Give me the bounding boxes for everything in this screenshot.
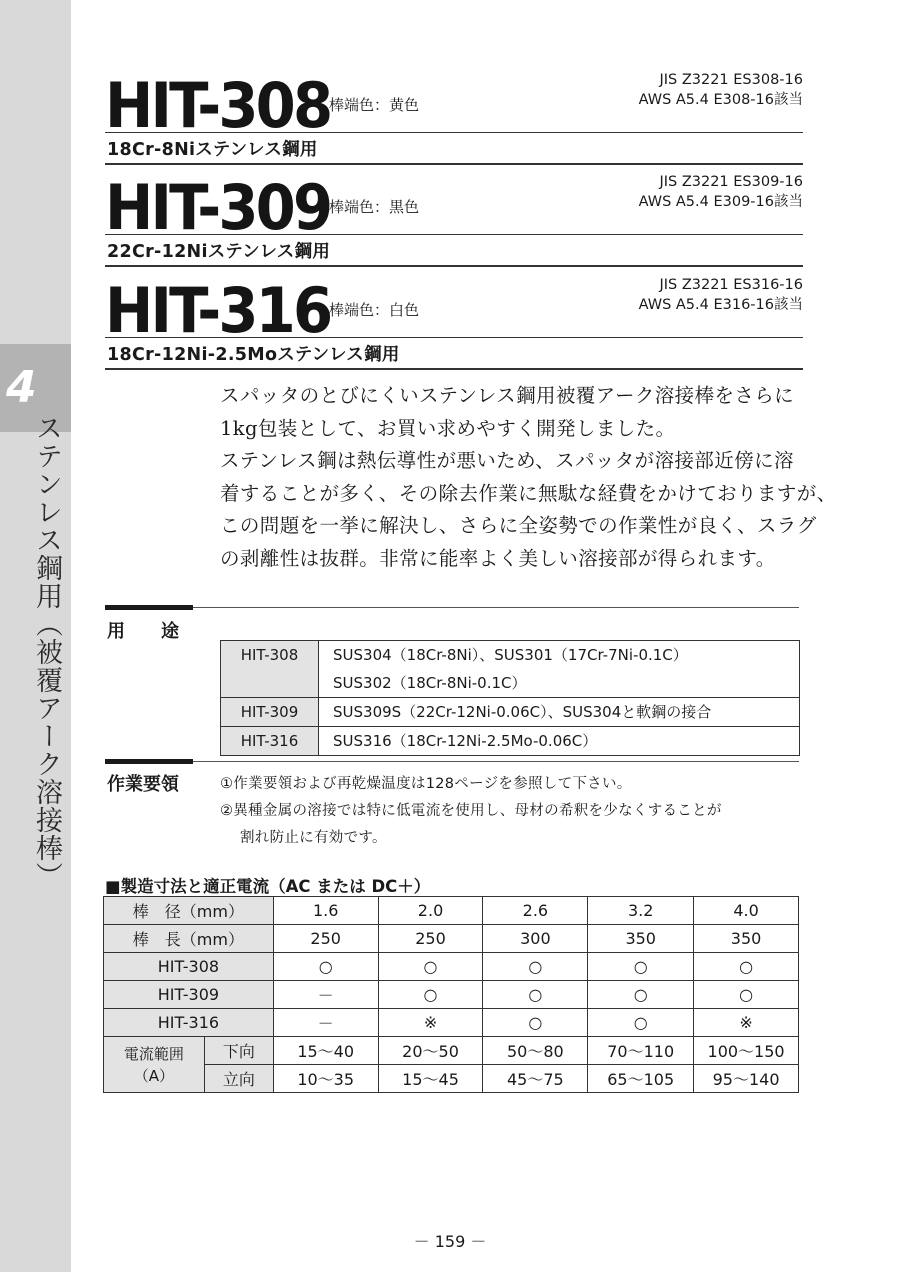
- tip-color: 棒端色：黄色: [329, 96, 420, 114]
- table-row: [104, 1009, 799, 1037]
- method-line: ②異種金属の溶接では特に低電流を使用し、母材の希釈を少なくすることが: [220, 803, 722, 819]
- availability-cell: ○: [483, 1009, 588, 1037]
- product-subtitle: 22Cr-12Niステンレス鋼用: [107, 242, 331, 262]
- product-name: HIT-309: [105, 171, 331, 244]
- availability-cell: ○: [483, 953, 588, 981]
- diameter-label: 棒 径（mm）: [104, 897, 274, 925]
- current-cell: 70～110: [588, 1037, 694, 1065]
- diameter-cell: 1.6: [273, 897, 378, 925]
- standard-jis: JIS Z3221 ES308-16: [659, 72, 803, 88]
- divider: [105, 234, 803, 235]
- usage-value: SUS316（18Cr-12Ni-2.5Mo-0.06C）: [319, 727, 800, 756]
- table-row: [104, 981, 799, 1009]
- length-cell: 350: [588, 925, 694, 953]
- diameter-cell: 3.2: [588, 897, 694, 925]
- page-number: － 159 －: [413, 1232, 487, 1251]
- flat-label: 下向: [204, 1037, 273, 1065]
- availability-cell: ○: [588, 1009, 694, 1037]
- length-label: 棒 長（mm）: [104, 925, 274, 953]
- length-cell: 350: [694, 925, 799, 953]
- vertical-label: 立向: [204, 1065, 273, 1093]
- current-cell: 15～45: [378, 1065, 483, 1093]
- product-label: HIT-309: [104, 981, 274, 1009]
- standard-aws: AWS A5.4 E308-16該当: [638, 92, 803, 108]
- current-cell: 15～40: [273, 1037, 378, 1065]
- table-row: [221, 698, 800, 727]
- availability-cell: ○: [483, 981, 588, 1009]
- product-name: HIT-316: [105, 274, 331, 347]
- standards: [639, 275, 803, 315]
- current-cell: 95～140: [694, 1065, 799, 1093]
- standard-aws: AWS A5.4 E316-16該当: [638, 297, 803, 313]
- diameter-cell: 2.0: [378, 897, 483, 925]
- table-row: [104, 1065, 799, 1093]
- table-row: [104, 953, 799, 981]
- table-row: [221, 641, 800, 698]
- divider: [105, 163, 803, 165]
- table-row: [104, 1037, 799, 1065]
- availability-cell: －: [273, 1009, 378, 1037]
- current-label-line: （A）: [133, 1066, 175, 1085]
- current-label-line: 電流範囲: [123, 1044, 184, 1063]
- tip-color: 棒端色：白色: [329, 301, 420, 319]
- usage-product: HIT-309: [221, 698, 319, 727]
- divider: [105, 368, 803, 370]
- availability-cell: ○: [588, 981, 694, 1009]
- product-subtitle: 18Cr-8Niステンレス鋼用: [107, 140, 318, 160]
- method-heading: 作業要領: [107, 774, 179, 795]
- size-table-caption: ■製造寸法と適正電流（AC または DC＋）: [105, 877, 431, 896]
- usage-heading: 用 途: [107, 621, 179, 642]
- availability-cell: ※: [694, 1009, 799, 1037]
- current-cell: 45～75: [483, 1065, 588, 1093]
- chapter-number: 4: [0, 344, 71, 432]
- current-cell: 65～105: [588, 1065, 694, 1093]
- current-label: [104, 1037, 205, 1093]
- current-cell: 100～150: [694, 1037, 799, 1065]
- description-line: ステンレス鋼は熱伝導性が悪いため、スパッタが溶接部近傍に溶: [220, 449, 794, 473]
- method-line: 割れ防止に有効です。: [240, 830, 387, 846]
- availability-cell: ○: [273, 953, 378, 981]
- usage-table: [220, 640, 800, 756]
- length-cell: 300: [483, 925, 588, 953]
- availability-cell: －: [273, 981, 378, 1009]
- description-line: 1kg包装として、お買い求めやすく開発しました。: [220, 416, 676, 440]
- section-marker: [105, 605, 193, 610]
- standard-jis: JIS Z3221 ES309-16: [659, 174, 803, 190]
- length-cell: 250: [378, 925, 483, 953]
- tip-color: 棒端色：黒色: [329, 198, 420, 216]
- table-row: [104, 925, 799, 953]
- divider: [105, 132, 803, 133]
- usage-value: [319, 641, 800, 698]
- description: [220, 380, 837, 576]
- usage-product: HIT-316: [221, 727, 319, 756]
- availability-cell: ○: [378, 981, 483, 1009]
- current-cell: 10～35: [273, 1065, 378, 1093]
- table-row: [221, 727, 800, 756]
- product-label: HIT-316: [104, 1009, 274, 1037]
- standards: [639, 70, 803, 110]
- divider: [105, 337, 803, 338]
- divider: [105, 265, 803, 267]
- usage-line: SUS302（18Cr-8Ni-0.1C）: [333, 674, 527, 692]
- standard-aws: AWS A5.4 E309-16該当: [638, 194, 803, 210]
- usage-line: SUS304（18Cr-8Ni）、SUS301（17Cr-7Ni-0.1C）: [333, 646, 688, 664]
- product-label: HIT-308: [104, 953, 274, 981]
- size-table: [103, 896, 799, 1093]
- table-row: [104, 897, 799, 925]
- current-cell: 50～80: [483, 1037, 588, 1065]
- availability-cell: ○: [694, 981, 799, 1009]
- section-rule: [105, 607, 799, 608]
- section-rule: [105, 761, 799, 762]
- method-text: [220, 771, 722, 852]
- method-line: ①作業要領および再乾燥温度は128ページを参照して下さい。: [220, 776, 632, 792]
- standards: [639, 172, 803, 212]
- length-cell: 250: [273, 925, 378, 953]
- diameter-cell: 4.0: [694, 897, 799, 925]
- product-name: HIT-308: [105, 69, 331, 142]
- description-line: スパッタのとびにくいステンレス鋼用被覆アーク溶接棒をさらに: [220, 384, 795, 407]
- current-cell: 20～50: [378, 1037, 483, 1065]
- diameter-cell: 2.6: [483, 897, 588, 925]
- usage-product: HIT-308: [221, 641, 319, 698]
- description-line: の剥離性は抜群。非常に能率よく美しい溶接部が得られます。: [220, 546, 776, 570]
- product-subtitle: 18Cr-12Ni-2.5Moステンレス鋼用: [107, 345, 400, 365]
- chapter-title: ステンレス鋼用（被覆アーク溶接棒）: [31, 414, 62, 890]
- description-line: この問題を一挙に解決し、さらに全姿勢での作業性が良く、スラグ: [220, 514, 817, 538]
- availability-cell: ○: [378, 953, 483, 981]
- standard-jis: JIS Z3221 ES316-16: [659, 277, 803, 293]
- availability-cell: ○: [588, 953, 694, 981]
- usage-value: SUS309S（22Cr-12Ni-0.06C）、SUS304と軟鋼の接合: [319, 698, 800, 727]
- availability-cell: ○: [694, 953, 799, 981]
- description-line: 着することが多く、その除去作業に無駄な経費をかけておりますが、: [220, 481, 837, 505]
- section-marker: [105, 759, 193, 764]
- availability-cell: ※: [378, 1009, 483, 1037]
